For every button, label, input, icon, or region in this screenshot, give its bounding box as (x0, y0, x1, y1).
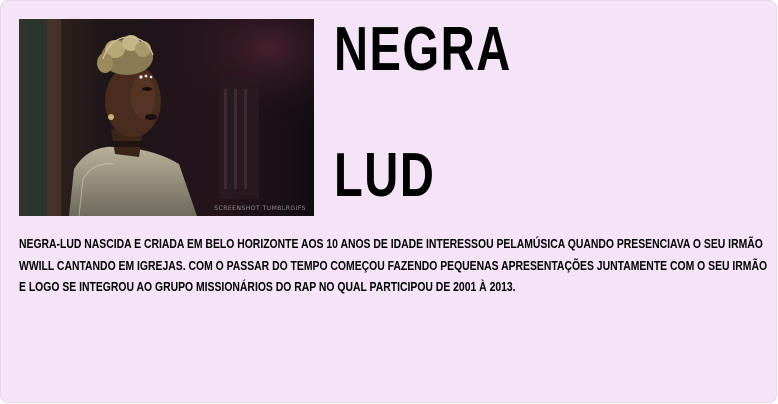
artist-photo (19, 19, 314, 216)
artist-biography: NEGRA-LUD NASCIDA E CRIADA EM BELO HORIZONTE AOS 10 ANOS DE IDADE INTERESSOU PELAMÚSICA QUANDO PRESENCIAVA O SEU IRMÃO WWILL CANTANDO EM IGREJAS. COM O PASSAR DO TEMPO COMEÇOU FAZENDO PEQUENAS APRESENTAÇÕES JUNTAMENTE COM O SEU IRMÃO E LOGO SE INTEGROU AO GRUPO MISSIONÁRIOS DO RAP NO QUAL PARTICIPOU DE 2001 À 2013. (19, 236, 768, 294)
artist-photo-illustration (19, 19, 314, 216)
photo-watermark: SCREENSHOT TUMBLRGIFS (214, 205, 306, 212)
artist-name-line-2: LUD (334, 141, 436, 210)
artist-name-line-1: NEGRA (334, 15, 512, 84)
